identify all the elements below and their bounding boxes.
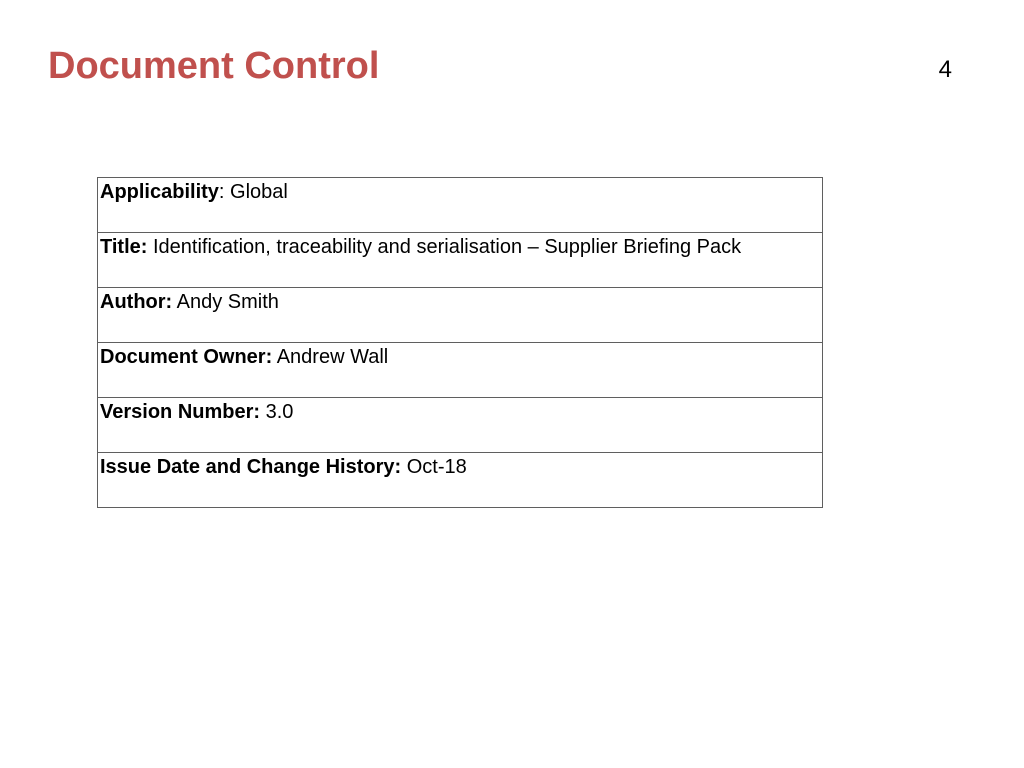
- page-number: 4: [938, 56, 952, 83]
- field-value: 3.0: [265, 401, 294, 423]
- field-separator: :: [218, 181, 231, 203]
- field-label: Applicability: [100, 181, 219, 203]
- table-cell: [98, 288, 823, 343]
- field-value: Oct-18: [406, 456, 467, 478]
- table-row-applicability: [98, 178, 823, 233]
- table-row-document-owner: [98, 343, 823, 398]
- field-label: Version Number:: [100, 401, 261, 423]
- field-value: Identification, traceability and serialisation – Supplier Briefing Pack: [152, 236, 742, 258]
- table-row-author: [98, 288, 823, 343]
- field-label: Author:: [100, 291, 173, 313]
- table-cell: [98, 398, 823, 453]
- table-cell: [98, 343, 823, 398]
- field-label: Issue Date and Change History:: [100, 456, 402, 478]
- table-cell: [98, 453, 823, 508]
- table-row-issue-date: [98, 453, 823, 508]
- field-value: Andy Smith: [176, 291, 279, 313]
- table-cell: [98, 178, 823, 233]
- field-value: Andrew Wall: [276, 346, 389, 368]
- slide-title: Document Control: [48, 45, 380, 87]
- table-row-title: [98, 233, 823, 288]
- field-label: Document Owner:: [100, 346, 273, 368]
- field-value: Global: [230, 181, 288, 203]
- table-cell: [98, 233, 823, 288]
- table-row-version-number: [98, 398, 823, 453]
- field-label: Title:: [100, 236, 148, 258]
- document-control-table: [97, 177, 823, 508]
